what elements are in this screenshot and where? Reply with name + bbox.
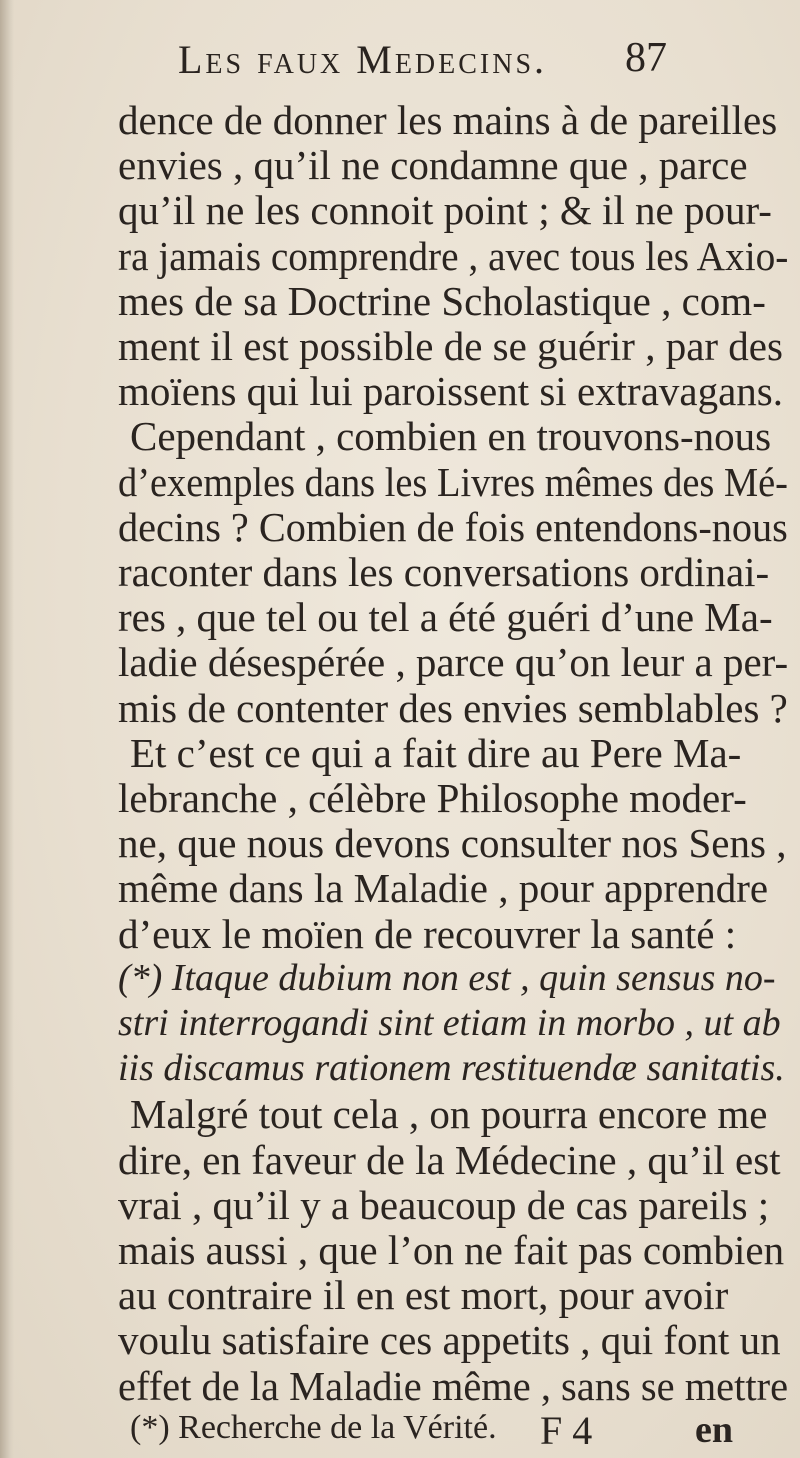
text-line: qu’il ne les connoit point ; & il ne pour- <box>118 187 772 234</box>
text-line: ladie désespérée , parce qu’on leur a per- <box>118 639 789 686</box>
signature-mark: F 4 <box>540 1407 593 1453</box>
text-line: mes de sa Doctrine Scholastique , com- <box>118 277 766 324</box>
page-number: 87 <box>625 35 667 81</box>
text-line: d’eux le moïen de recouvrer la santé : <box>118 910 737 957</box>
footnote-reference: (*) Recherche de la Vérité. <box>130 1408 497 1446</box>
footnote-line: iis discamus rationem restituendæ sanitatis. <box>118 1047 785 1090</box>
catchword: en <box>695 1408 733 1451</box>
text-line: Et c’est ce qui a fait dire au Pere Ma- <box>130 729 742 776</box>
text-line: voulu satisfaire ces appetits , qui font un <box>118 1317 781 1364</box>
text-line: même dans la Maladie , pour apprendre <box>118 865 769 912</box>
text-line: d’exemples dans les Livres mêmes des Mé- <box>118 458 788 505</box>
text-line: envies , qu’il ne condamne que , parce <box>118 142 748 189</box>
text-line: raconter dans les conversations ordinai- <box>118 549 770 595</box>
text-line: mais aussi , que l’on ne fait pas combien <box>118 1227 785 1273</box>
text-line: mis de contenter des envies semblables ? <box>118 684 788 731</box>
footnote-line: (*) Itaque dubium non est , quin sensus no- <box>118 956 776 999</box>
footnote-line: stri interrogandi sint etiam in morbo , ut ab <box>118 1002 781 1044</box>
text-line: lebranche , célèbre Philosophe moder- <box>118 775 747 821</box>
text-line: moïens qui lui paroissent si extravagans. <box>118 368 783 415</box>
text-line: dence de donner les mains à de pareilles <box>118 97 778 143</box>
text-line: decins ? Combien de fois entendons-nous <box>118 503 788 550</box>
text-line: ne, que nous devons consulter nos Sens , <box>118 820 787 867</box>
text-line: effet de la Maladie même , sans se mettre <box>118 1362 789 1409</box>
text-line: Cependant , combien en trouvons-nous <box>130 413 772 460</box>
text-line: dire, en faveur de la Médecine , qu’il est <box>118 1136 781 1183</box>
text-line: au contraire il en est mort, pour avoir <box>118 1272 729 1319</box>
text-line: ra jamais comprendre , avec tous les Axio- <box>118 232 789 279</box>
running-title: Les faux Medecins. <box>178 37 548 82</box>
text-line: vrai , qu’il y a beaucoup de cas pareils ; <box>118 1181 770 1228</box>
text-line: res , que tel ou tel a été guéri d’une Ma- <box>118 594 773 641</box>
text-line: Malgré tout cela , on pourra encore me <box>130 1091 768 1138</box>
text-line: ment il est possible de se guérir , par des <box>118 323 783 369</box>
